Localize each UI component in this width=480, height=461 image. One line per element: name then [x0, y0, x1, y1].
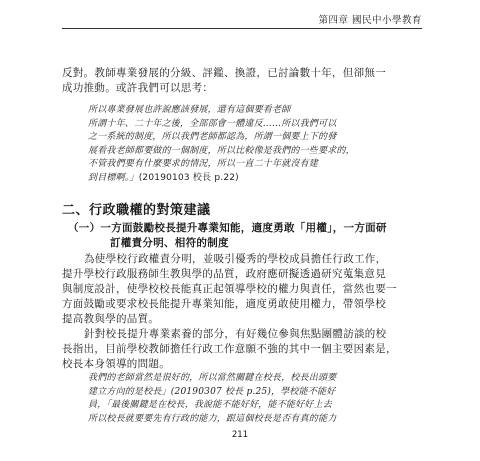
running-header: [62, 12, 422, 29]
intro-line: 成功推動。或許我們可以思考：: [62, 82, 214, 94]
body-line: 校長本身領導的問題。: [62, 358, 170, 370]
quote-line: 所以專業發展也許說應該發展，還有這個要看老師: [88, 105, 291, 115]
page-number: 211: [231, 430, 249, 440]
section-heading: 二、行政職權的對策建議: [62, 203, 211, 218]
intro-line: 反對。教師專業發展的分級、評鑑、換證，已討論數十年，但卻無一: [62, 67, 386, 79]
quote-line: 所謂十年、二十年之後，全部部會一體違反……所以我們可以: [88, 118, 337, 129]
quote-line: 建立方向的是校長」(20190307 校長 p.25)，學校能不能好: [88, 386, 336, 397]
chapter-title: 國民中小學教育: [351, 15, 422, 26]
quote-line: 之一系統的制度，所以我們老師都認為，所謂一個要上下的發: [88, 132, 337, 142]
body-line: 提高教與學的品質。: [62, 313, 160, 325]
body-line: 與制度設計，使學校校長能真正起領導學校的權力與責任，當然也要一: [62, 283, 397, 295]
intro-paragraph: [62, 66, 422, 96]
body-paragraph-1: [62, 252, 422, 327]
body-line: 長指出，目前學校教師擔任行政工作意願不強的其中一個主要因素是，: [62, 343, 397, 355]
body-line: 為使學校行政權責分明，並吸引優秀的學校成員擔任行政工作，: [84, 253, 387, 265]
quote-line-text: 到目標啊。」: [88, 172, 139, 183]
quote-line: 員，「最後關鍵是在校長，我說能不能好好，能不能好好上去: [88, 400, 332, 410]
quote-line: [88, 172, 418, 186]
interview-quote: [88, 104, 418, 185]
interview-quote-2: [88, 372, 418, 426]
body-line: 方面鼓勵或要求校長能提升專業知能，適度勇敢使用權力，帶領學校: [62, 298, 386, 310]
quote-line: 不管我們要有什麼要求的情況，所以一直二十年就沒有建: [88, 159, 319, 169]
subsection-heading-line: （一）一方面鼓勵校長提升專業知能，適度勇敢「用權」，一方面研: [68, 222, 387, 234]
quote-citation: (20190103 校長 p.22): [138, 172, 239, 183]
body-line: 針對校長提升專業素養的部分，有好幾位參與焦點團體訪談的校: [84, 328, 387, 340]
body-paragraph-2: [62, 327, 422, 372]
subsection-heading-line: 訂權責分明、相符的制度: [110, 237, 229, 249]
quote-line: 我們的老師當然是很好的，所以當然關鍵在校長，校長出頭要: [88, 373, 337, 383]
body-line: 提升學校行政服務師生教與學的品質，政府應研擬透過研究蒐集意見: [62, 268, 386, 280]
subsection-heading: [68, 221, 424, 251]
quote-line: 所以校長就要要先有行政的能力，跟這個校長是否有真的能力: [88, 413, 337, 424]
chapter-label: 第四章: [318, 15, 349, 26]
quote-line: 展看我老師都要做的一個制度，所以比較像是我們的一些要求的，: [88, 145, 355, 156]
